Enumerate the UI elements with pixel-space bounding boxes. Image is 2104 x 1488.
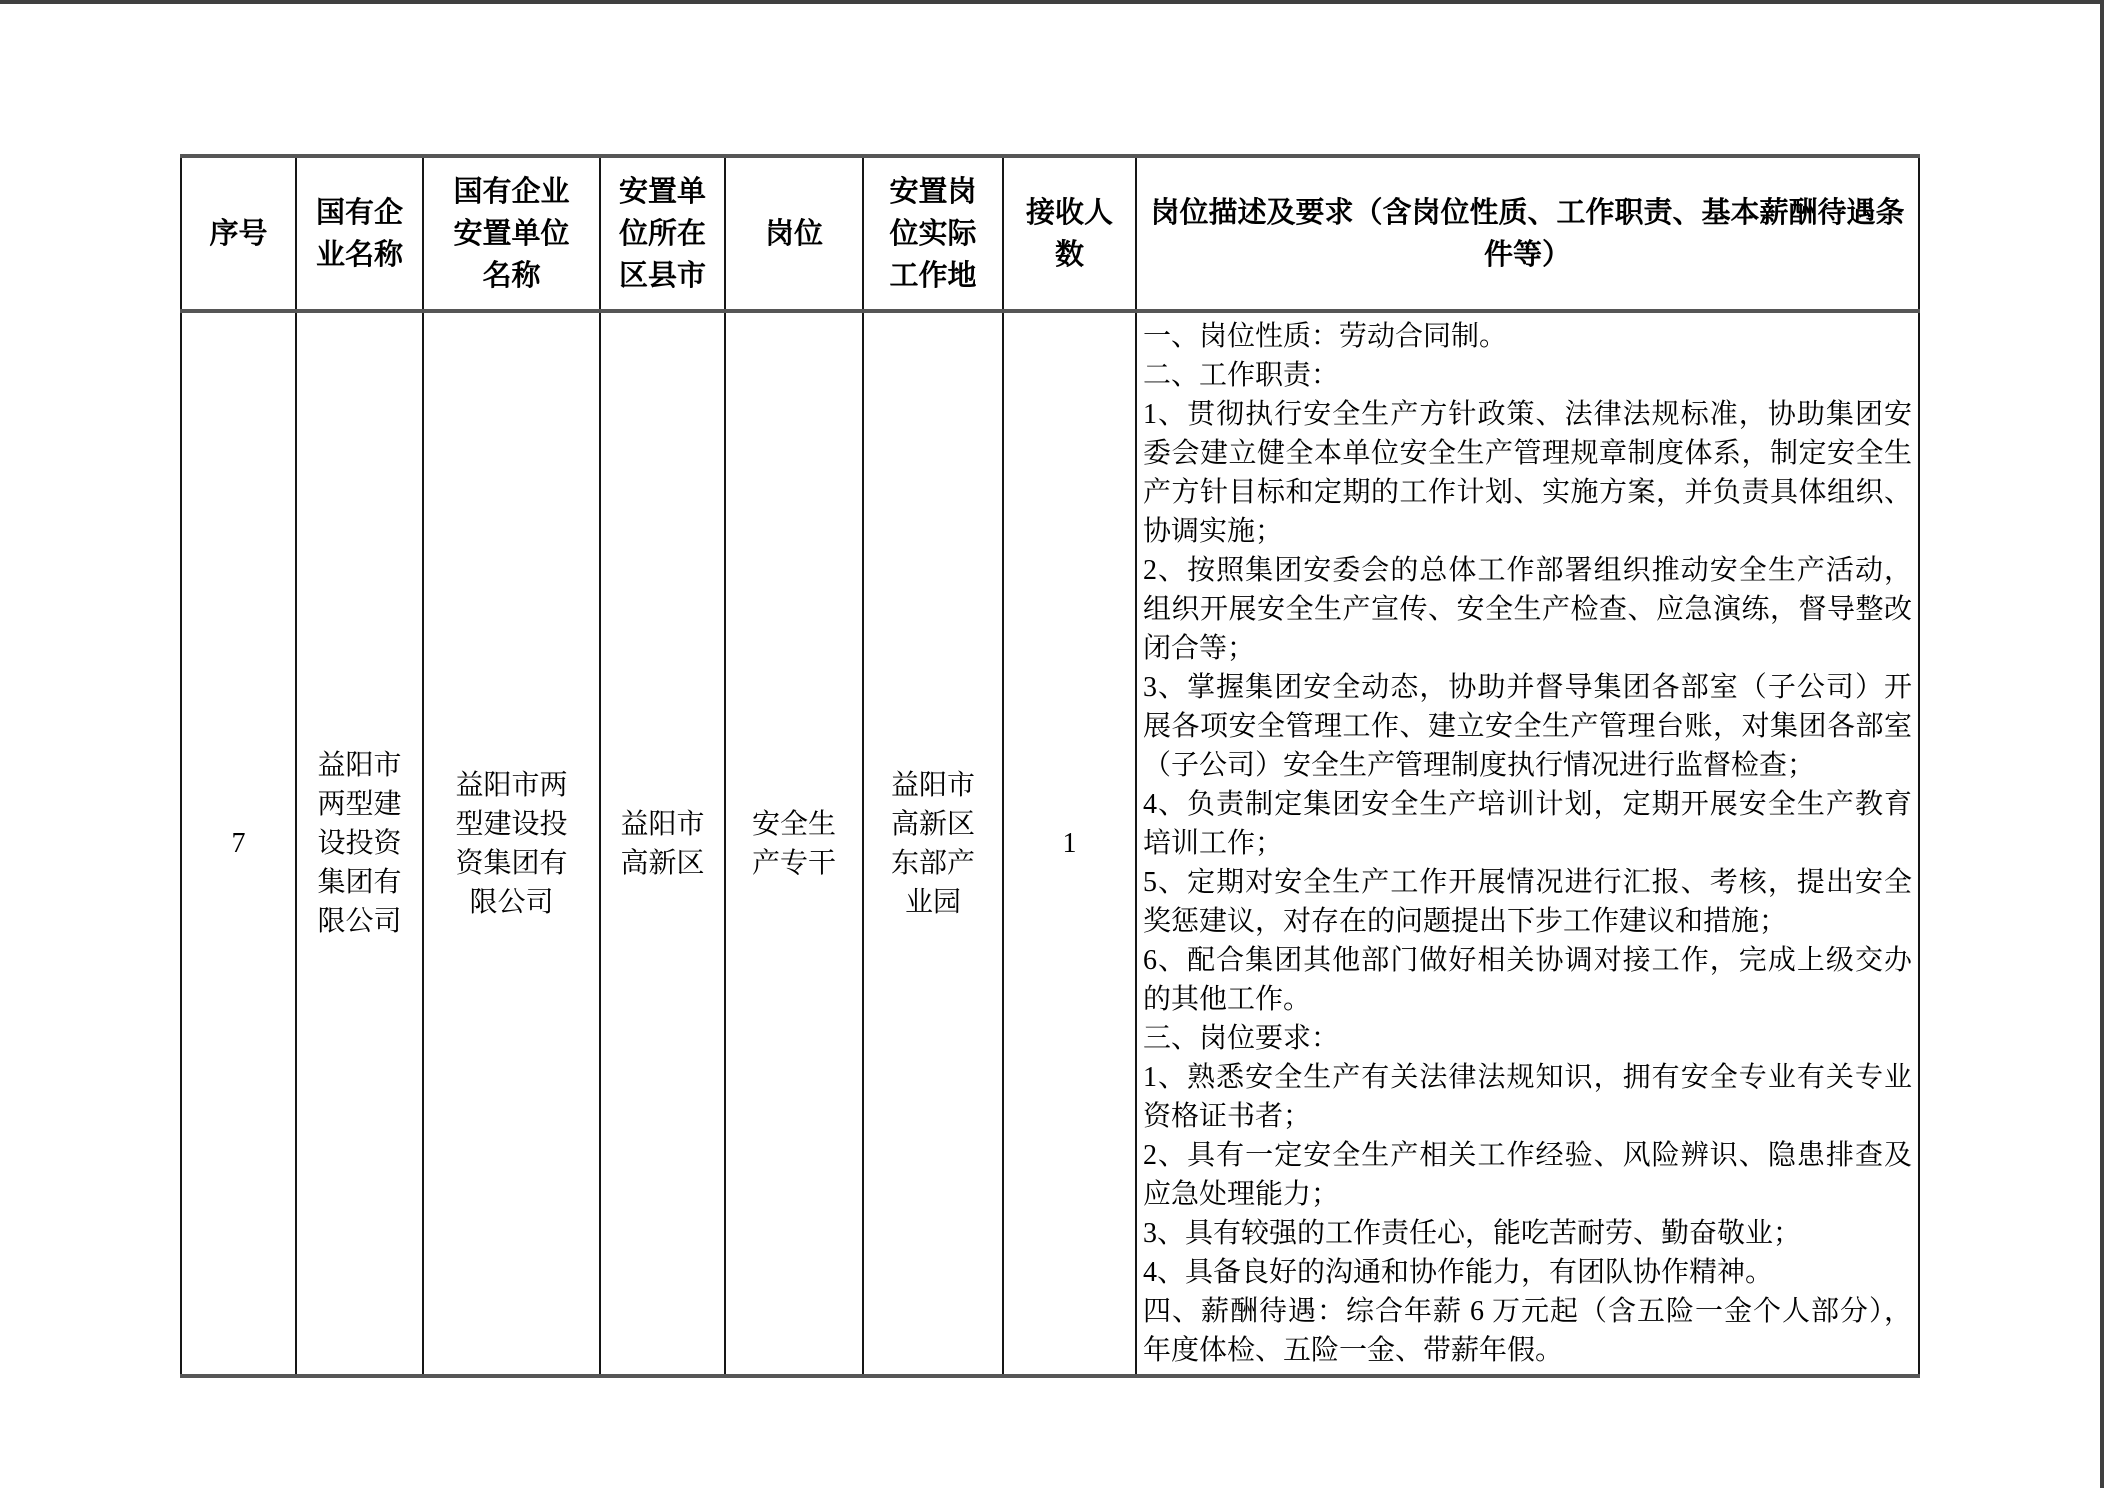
header-row bbox=[181, 156, 1919, 311]
description-paragraph: 2、按照集团安委会的总体工作部署组织推动安全生产活动，组织开展安全生产宣传、安全生产检查、应急演练，督导整改闭合等； bbox=[1143, 555, 1912, 664]
description-paragraph: 1、熟悉安全生产有关法律法规知识，拥有安全专业有关专业资格证书者； bbox=[1143, 1062, 1912, 1132]
description-paragraph: 一、岗位性质：劳动合同制。 bbox=[1143, 321, 1508, 352]
description-paragraph: 1、贯彻执行安全生产方针政策、法律法规标准，协助集团安委会建立健全本单位安全生产管理规章制度体系，制定安全生产方针目标和定期的工作计划、实施方案，并负责具体组织、协调实施； bbox=[1143, 399, 1912, 547]
header-placement-unit bbox=[423, 156, 600, 311]
description-paragraph: 4、负责制定集团安全生产培训计划，定期开展安全生产教育培训工作； bbox=[1143, 789, 1912, 859]
description-paragraph: 四、薪酬待遇：综合年薪 6 万元起（含五险一金个人部分），年度体检、五险一金、带薪年假。 bbox=[1143, 1296, 1912, 1366]
cell-placement-unit-text: 益阳市两型建设投资集团有限公司 bbox=[455, 769, 568, 918]
job-placement-table bbox=[180, 154, 1920, 1378]
cell-enterprise bbox=[296, 311, 423, 1376]
page-right-edge bbox=[2100, 0, 2104, 1488]
header-placement-unit-label: 国有企业安置单位名称 bbox=[453, 175, 570, 292]
header-enterprise bbox=[296, 156, 423, 311]
description-paragraph: 二、工作职责： bbox=[1143, 360, 1340, 391]
header-headcount-label: 接收人数 bbox=[1025, 196, 1113, 271]
cell-position-text: 安全生产专干 bbox=[751, 808, 836, 879]
cell-headcount: 1 bbox=[1003, 311, 1136, 1376]
description-paragraph: 4、具备良好的沟通和协作能力，有团队协作精神。 bbox=[1143, 1257, 1774, 1288]
job-description bbox=[1136, 311, 1919, 1376]
header-district bbox=[600, 156, 725, 311]
description-paragraph: 2、具有一定安全生产相关工作经验、风险辨识、隐患排查及应急处理能力； bbox=[1143, 1140, 1912, 1210]
page-top-edge bbox=[0, 0, 2104, 4]
header-description-label: 岗位描述及要求（含岗位性质、工作职责、基本薪酬待遇条件等） bbox=[1150, 196, 1905, 271]
cell-district bbox=[600, 311, 725, 1376]
header-work-location-label: 安置岗位实际工作地 bbox=[889, 175, 977, 292]
description-paragraph: 6、配合集团其他部门做好相关协调对接工作，完成上级交办的其他工作。 bbox=[1143, 945, 1912, 1015]
header-headcount bbox=[1003, 156, 1136, 311]
cell-seq: 7 bbox=[181, 311, 296, 1376]
cell-district-text: 益阳市高新区 bbox=[620, 808, 705, 879]
table-row bbox=[181, 311, 1919, 1376]
description-paragraph: 5、定期对安全生产工作开展情况进行汇报、考核，提出安全奖惩建议，对存在的问题提出下步工作建议和措施； bbox=[1143, 867, 1912, 937]
description-paragraph: 三、岗位要求： bbox=[1143, 1023, 1340, 1054]
header-description bbox=[1136, 156, 1919, 311]
description-paragraph: 3、具有较强的工作责任心，能吃苦耐劳、勤奋敬业； bbox=[1143, 1218, 1802, 1249]
cell-position bbox=[725, 311, 863, 1376]
cell-work-location-text: 益阳市高新区东部产业园 bbox=[890, 769, 975, 918]
header-position-label: 岗位 bbox=[764, 217, 823, 250]
cell-placement-unit bbox=[423, 311, 600, 1376]
header-enterprise-label: 国有企业名称 bbox=[315, 196, 403, 271]
header-work-location bbox=[863, 156, 1003, 311]
cell-work-location bbox=[863, 311, 1003, 1376]
cell-enterprise-text: 益阳市两型建设投资集团有限公司 bbox=[317, 750, 402, 937]
header-position bbox=[725, 156, 863, 311]
header-seq-label: 序号 bbox=[209, 217, 268, 250]
header-seq bbox=[181, 156, 296, 311]
header-district-label: 安置单位所在区县市 bbox=[618, 175, 706, 292]
description-paragraph: 3、掌握集团安全动态，协助并督导集团各部室（子公司）开展各项安全管理工作、建立安全生产管理台账，对集团各部室（子公司）安全生产管理制度执行情况进行监督检查； bbox=[1143, 672, 1912, 781]
